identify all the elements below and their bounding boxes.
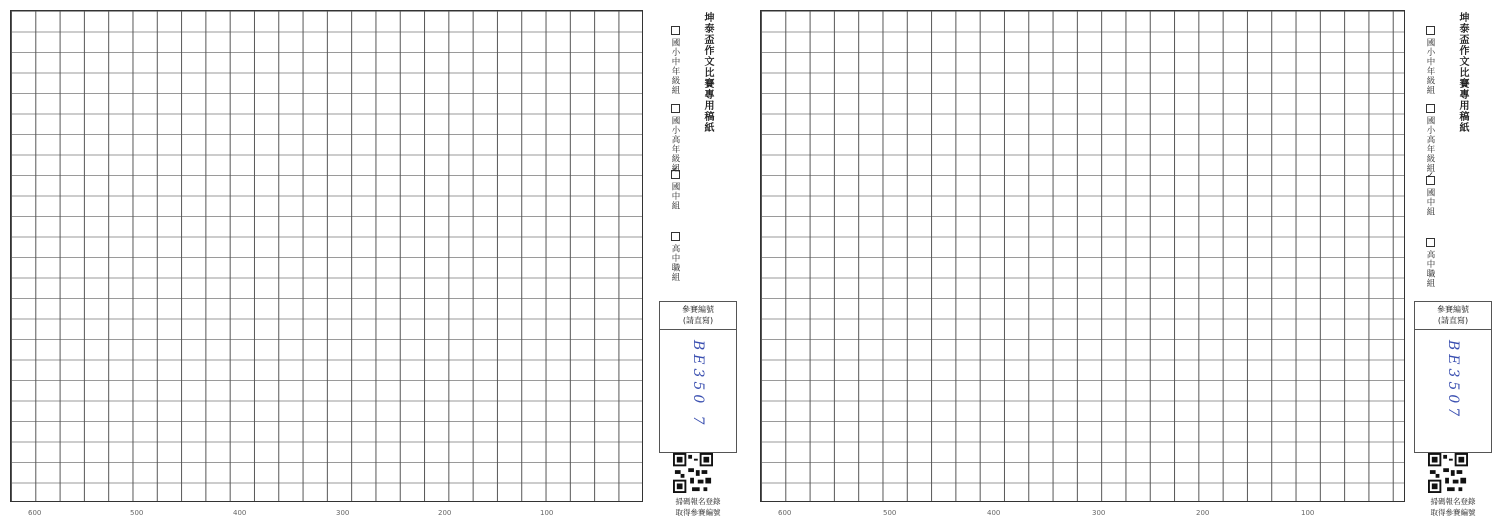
writing-grid	[760, 10, 1405, 502]
checkbox[interactable]	[671, 26, 680, 35]
grid-tick: 300	[1092, 509, 1106, 517]
contest-title: 坤泰盃作文比賽專用稿紙	[1457, 12, 1468, 133]
entry-number-value: BE350 7	[690, 340, 706, 429]
category-label: 高中職組	[670, 244, 680, 282]
margin-panel	[655, 10, 741, 515]
category-label: 國小高年級組	[670, 116, 680, 173]
category-label: 高中職組	[1425, 250, 1435, 288]
margin-panel	[1410, 10, 1496, 515]
grid-tick: 400	[233, 509, 247, 517]
qr-code-icon	[673, 453, 713, 493]
grid-tick: 500	[883, 509, 897, 517]
checkbox[interactable]	[1426, 238, 1435, 247]
entry-number-heading	[1415, 302, 1491, 330]
qr-caption-register: 掃碼報名登錄	[675, 497, 721, 506]
grid-tick: 600	[778, 509, 792, 517]
entry-number-value: BE3507	[1445, 340, 1461, 421]
checkbox[interactable]	[1426, 26, 1435, 35]
checkbox[interactable]	[671, 104, 680, 113]
entry-number-label: 參賽編號	[682, 305, 714, 314]
contest-title: 坤泰盃作文比賽專用稿紙	[702, 12, 713, 133]
category-option-elementary-upper[interactable]	[1422, 104, 1438, 173]
category-label: 國中組	[670, 182, 680, 211]
category-label: 國小中年級組	[1425, 38, 1435, 95]
qr-caption-register: 掃碼報名登錄	[1430, 497, 1476, 506]
category-option-elementary-upper[interactable]	[667, 104, 683, 173]
grid-tick: 200	[438, 509, 452, 517]
grid-tick: 300	[336, 509, 350, 517]
category-option-elementary-middle[interactable]	[1422, 26, 1438, 95]
grid-tick: 500	[130, 509, 144, 517]
writing-grid	[10, 10, 643, 502]
category-option-junior-high[interactable]	[1422, 176, 1438, 217]
entry-number-box	[659, 301, 737, 453]
entry-number-box	[1414, 301, 1492, 453]
grid-tick: 100	[1301, 509, 1315, 517]
entry-number-hint: (請直寫)	[1437, 316, 1469, 325]
entry-number-label: 參賽編號	[1437, 305, 1469, 314]
grid-tick: 600	[28, 509, 42, 517]
qr-caption-number: 取得參賽編號	[675, 508, 721, 517]
grid-tick: 400	[987, 509, 1001, 517]
category-option-elementary-middle[interactable]	[667, 26, 683, 95]
grid-tick: 100	[540, 509, 554, 517]
category-option-junior-high[interactable]	[667, 170, 683, 211]
grid-tick: 200	[1196, 509, 1210, 517]
checkbox-checked[interactable]	[1426, 176, 1435, 185]
checkbox[interactable]	[671, 232, 680, 241]
category-option-senior-high[interactable]	[667, 232, 683, 282]
checkbox[interactable]	[1426, 104, 1435, 113]
manuscript-sheet-right	[750, 0, 1500, 530]
entry-number-hint: (請直寫)	[682, 316, 714, 325]
qr-caption-number: 取得參賽編號	[1430, 508, 1476, 517]
category-label: 國小高年級組	[1425, 116, 1435, 173]
category-label: 國中組	[1425, 188, 1435, 217]
entry-number-heading	[660, 302, 736, 330]
category-option-senior-high[interactable]	[1422, 238, 1438, 288]
checkbox-checked[interactable]	[671, 170, 680, 179]
qr-code-icon	[1428, 453, 1468, 493]
category-label: 國小中年級組	[670, 38, 680, 95]
